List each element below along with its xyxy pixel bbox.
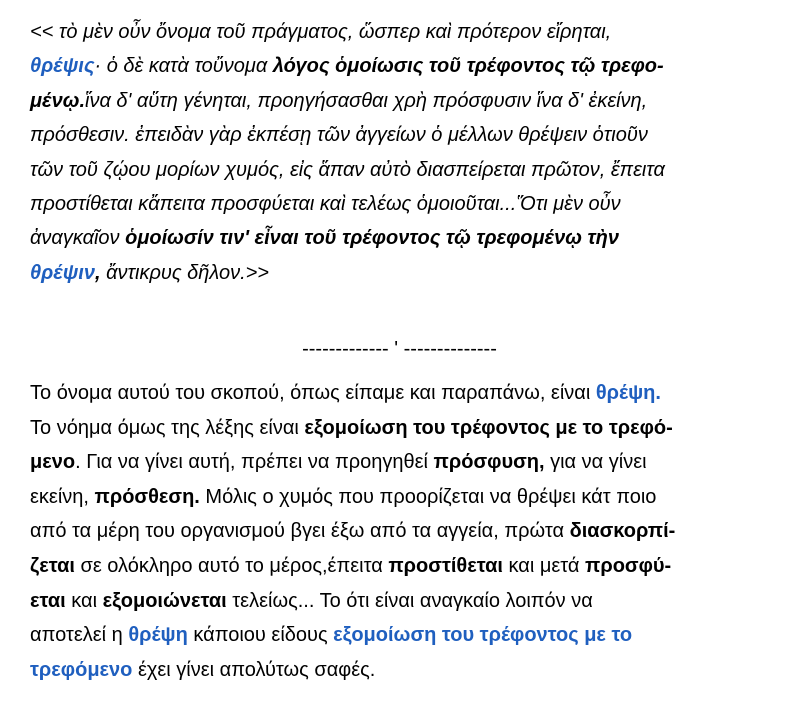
text-line — [30, 377, 661, 409]
text-segment: Το νόημα όμως της λέξης είναι — [30, 416, 305, 439]
bold-phrase: εξομοίωση του τρέφοντος με το τρεφό- — [304, 416, 673, 439]
bold-phrase: μένῳ. — [30, 89, 85, 112]
text-segment: · ὁ δὲ κατὰ τοὔνομα — [94, 55, 273, 78]
text-line — [30, 585, 593, 617]
highlighted-term: εξομοίωση του τρέφοντος με το — [333, 624, 633, 647]
text-segment: κάποιου είδους — [187, 624, 334, 647]
text-line — [30, 257, 269, 289]
text-segment: Μόλις ο χυμός που προορίζεται να θρέψει κάτ ποιο — [199, 485, 657, 508]
text-segment: και μετά — [502, 555, 586, 577]
text-segment: Το όνομα αυτού του σκοπού, όπως είπαμε και παραπάνω, είναι — [30, 382, 596, 404]
bold-phrase: εται — [30, 589, 66, 612]
highlighted-term: θρέψις — [30, 55, 95, 78]
bold-phrase: ὁμοίωσίν τιν' εἶναι τοῦ τρέφοντος τῷ τρεφομένῳ τὴν — [125, 227, 619, 250]
text-segment: τελείως... Το ότι είναι αναγκαίο λοιπόν να — [226, 589, 593, 612]
bold-phrase: πρόσφυση, — [433, 451, 545, 474]
bold-phrase: εξομοιώνεται — [102, 589, 227, 612]
bold-phrase: προσφύ- — [585, 555, 672, 577]
text-line — [30, 16, 611, 48]
text-segment: και — [65, 589, 103, 612]
text-line — [30, 85, 647, 117]
text-line — [30, 154, 665, 186]
highlighted-term: θρέψη — [128, 624, 188, 647]
text-line — [30, 188, 621, 220]
highlighted-term: θρέψιν — [30, 261, 95, 284]
text-line — [30, 222, 619, 254]
text-line — [30, 412, 673, 444]
highlighted-term: θρέψη. — [595, 382, 661, 404]
text-segment: << τὸ μὲν οὖν ὄνομα τοῦ πράγματος, ὥσπερ καὶ πρότερον εἴρηται, — [30, 21, 612, 43]
bold-phrase: διασκορπί- — [569, 520, 676, 543]
text-line — [30, 619, 632, 651]
text-segment: τῶν τοῦ ζῴου μορίων χυμός, εἰς ἅπαν αὐτὸ διασπείρεται πρῶτον, ἔπειτα — [30, 158, 665, 181]
text-segment: αποτελεί η — [30, 624, 129, 647]
text-line — [30, 481, 656, 513]
text-segment: πρόσθεσιν. ἐπειδὰν γὰρ ἐκπέσῃ τῶν ἀγγείων ὁ μέλλων θρέψειν ὁτιοῦν — [30, 124, 648, 147]
highlighted-term: τρεφόμενο — [30, 658, 133, 681]
text-segment: . Για να γίνει αυτή, πρέπει να προηγηθεί — [75, 451, 434, 474]
text-line — [30, 515, 675, 547]
text-segment: ἄντικρυς δῆλον.>> — [106, 261, 269, 284]
bold-phrase: πρόσθεση. — [94, 485, 200, 508]
text-segment: από τα μέρη του οργανισμού βγει έξω από τα αγγεία, πρώτα — [30, 520, 570, 543]
bold-phrase: μενο — [30, 451, 76, 474]
text-line — [30, 119, 648, 151]
text-segment: προστίθεται κἄπειτα προσφύεται καὶ τελέως ὁμοιοῦται...Ὅτι μὲν οὖν — [30, 193, 621, 215]
text-line — [30, 654, 375, 686]
section-separator: ------------- ' -------------- — [302, 338, 497, 360]
text-segment: σε ολόκληρο αυτό το μέρος,έπειτα — [74, 555, 389, 577]
text-segment: ἵνα δ' αὕτη γένηται, προηγήσασθαι χρὴ πρόσφυσιν ἵνα δ' ἐκείνη, — [85, 89, 648, 112]
text-segment: για να γίνει — [544, 451, 647, 474]
text-line — [30, 50, 664, 82]
text-line — [30, 446, 647, 478]
bold-phrase: προστίθεται — [388, 555, 503, 577]
text-segment: ἀναγκαῖον — [30, 227, 126, 250]
bold-phrase: , — [94, 261, 107, 284]
bold-phrase: λόγος ὁμοίωσις τοῦ τρέφοντος τῷ τρεφο- — [272, 55, 664, 78]
bold-phrase: ζεται — [30, 555, 75, 577]
text-segment: έχει γίνει απολύτως σαφές. — [132, 658, 376, 681]
text-line — [30, 550, 671, 582]
text-segment: εκείνη, — [30, 485, 95, 508]
